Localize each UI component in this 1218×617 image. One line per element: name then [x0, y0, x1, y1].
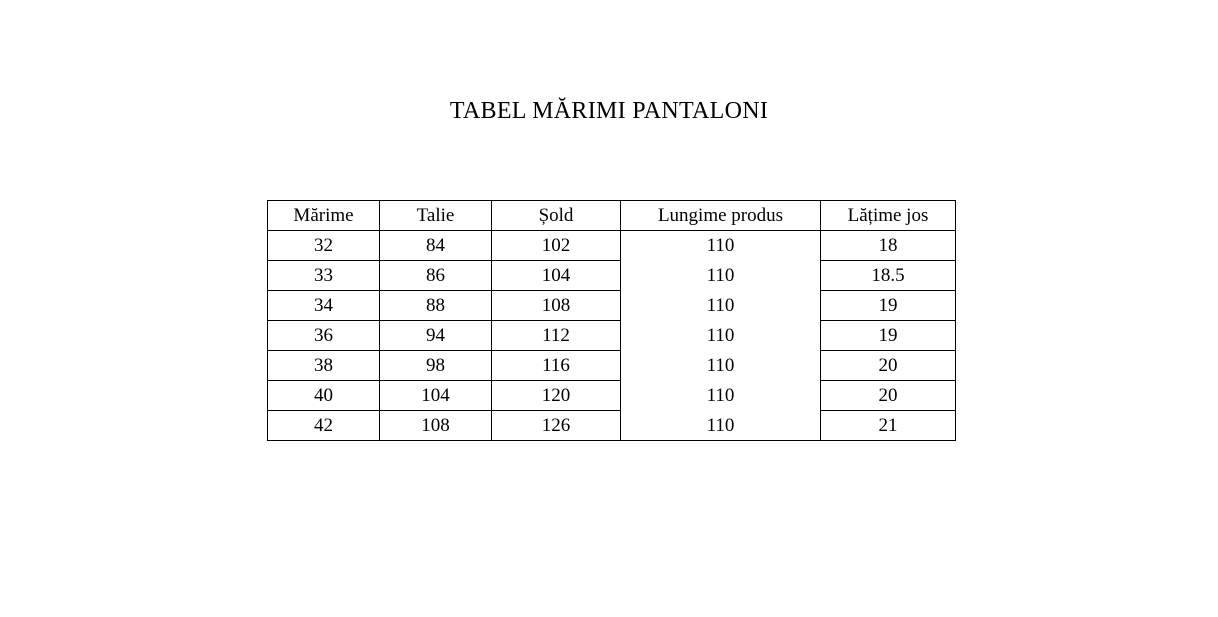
table-row	[268, 231, 956, 261]
cell-marime: 42	[268, 411, 380, 441]
cell-sold: 126	[492, 411, 621, 441]
column-header-talie: Talie	[380, 201, 492, 231]
size-table-container	[267, 200, 956, 441]
cell-marime: 40	[268, 381, 380, 411]
cell-sold: 108	[492, 291, 621, 321]
cell-lungime-produs: 110	[621, 411, 821, 441]
size-table	[267, 200, 956, 441]
cell-marime: 34	[268, 291, 380, 321]
cell-latime-jos: 19	[821, 291, 956, 321]
cell-talie: 98	[380, 351, 492, 381]
cell-lungime-produs: 110	[621, 351, 821, 381]
cell-talie: 86	[380, 261, 492, 291]
column-header-marime: Mărime	[268, 201, 380, 231]
cell-lungime-produs: 110	[621, 321, 821, 351]
table-header-row	[268, 201, 956, 231]
cell-talie: 88	[380, 291, 492, 321]
table-body	[268, 231, 956, 441]
cell-talie: 94	[380, 321, 492, 351]
cell-marime: 36	[268, 321, 380, 351]
page-title: TABEL MĂRIMI PANTALONI	[449, 98, 769, 124]
column-header-sold: Șold	[492, 201, 621, 231]
table-row	[268, 321, 956, 351]
cell-lungime-produs: 110	[621, 231, 821, 261]
cell-marime: 33	[268, 261, 380, 291]
cell-talie: 108	[380, 411, 492, 441]
table-row	[268, 411, 956, 441]
cell-latime-jos: 19	[821, 321, 956, 351]
cell-sold: 116	[492, 351, 621, 381]
cell-lungime-produs: 110	[621, 261, 821, 291]
cell-sold: 104	[492, 261, 621, 291]
cell-sold: 120	[492, 381, 621, 411]
cell-lungime-produs: 110	[621, 291, 821, 321]
table-row	[268, 351, 956, 381]
cell-talie: 104	[380, 381, 492, 411]
cell-sold: 112	[492, 321, 621, 351]
table-header	[268, 201, 956, 231]
cell-marime: 38	[268, 351, 380, 381]
cell-sold: 102	[492, 231, 621, 261]
cell-marime: 32	[268, 231, 380, 261]
cell-lungime-produs: 110	[621, 381, 821, 411]
cell-latime-jos: 20	[821, 351, 956, 381]
table-row	[268, 291, 956, 321]
cell-latime-jos: 20	[821, 381, 956, 411]
cell-latime-jos: 21	[821, 411, 956, 441]
cell-latime-jos: 18	[821, 231, 956, 261]
table-row	[268, 261, 956, 291]
column-header-lungime-produs: Lungime produs	[621, 201, 821, 231]
column-header-latime-jos: Lățime jos	[821, 201, 956, 231]
cell-talie: 84	[380, 231, 492, 261]
table-row	[268, 381, 956, 411]
cell-latime-jos: 18.5	[821, 261, 956, 291]
